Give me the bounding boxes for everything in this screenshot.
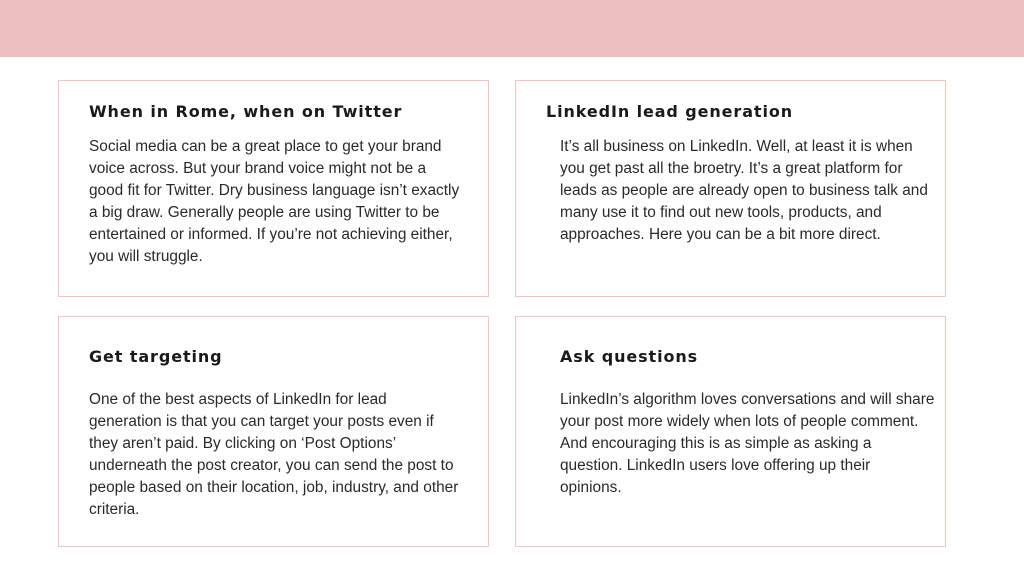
card-title: LinkedIn lead generation: [546, 102, 794, 121]
card-title: When in Rome, when on Twitter: [89, 102, 403, 121]
card-title: Get targeting: [89, 347, 223, 366]
header-band: [0, 0, 1024, 57]
card-body: It’s all business on LinkedIn. Well, at least it is when you get past all the broetry. It’s a great platform for leads as people are already open to business talk and many use it to find out new tools, products, and approaches. Here you can be a bit more direct.: [560, 138, 928, 243]
card-body: Social media can be a great place to get your brand voice across. But your brand voice might not be a good fit for Twitter. Dry business language isn’t exactly a big draw. Generally people are using Twitter to be entertained or informed. If you’re not achieving either, you will struggle.: [89, 138, 460, 265]
card-body: One of the best aspects of LinkedIn for lead generation is that you can target your posts even if they aren’t paid. By clicking on ‘Post Options’ underneath the post creator, you can send the post to people based on their location, job, industry, and other criteria.: [89, 391, 459, 518]
card-body: LinkedIn’s algorithm loves conversations and will share your post more widely when lots of people comment. And encouraging this is as simple as asking a question. LinkedIn users love offering up their opinions.: [560, 391, 935, 496]
card-title: Ask questions: [560, 347, 699, 366]
tip-card-targeting: [58, 316, 489, 547]
tip-card-twitter: [58, 80, 489, 297]
tip-card-linkedin-leads: [515, 80, 946, 297]
tip-card-questions: [515, 316, 946, 547]
